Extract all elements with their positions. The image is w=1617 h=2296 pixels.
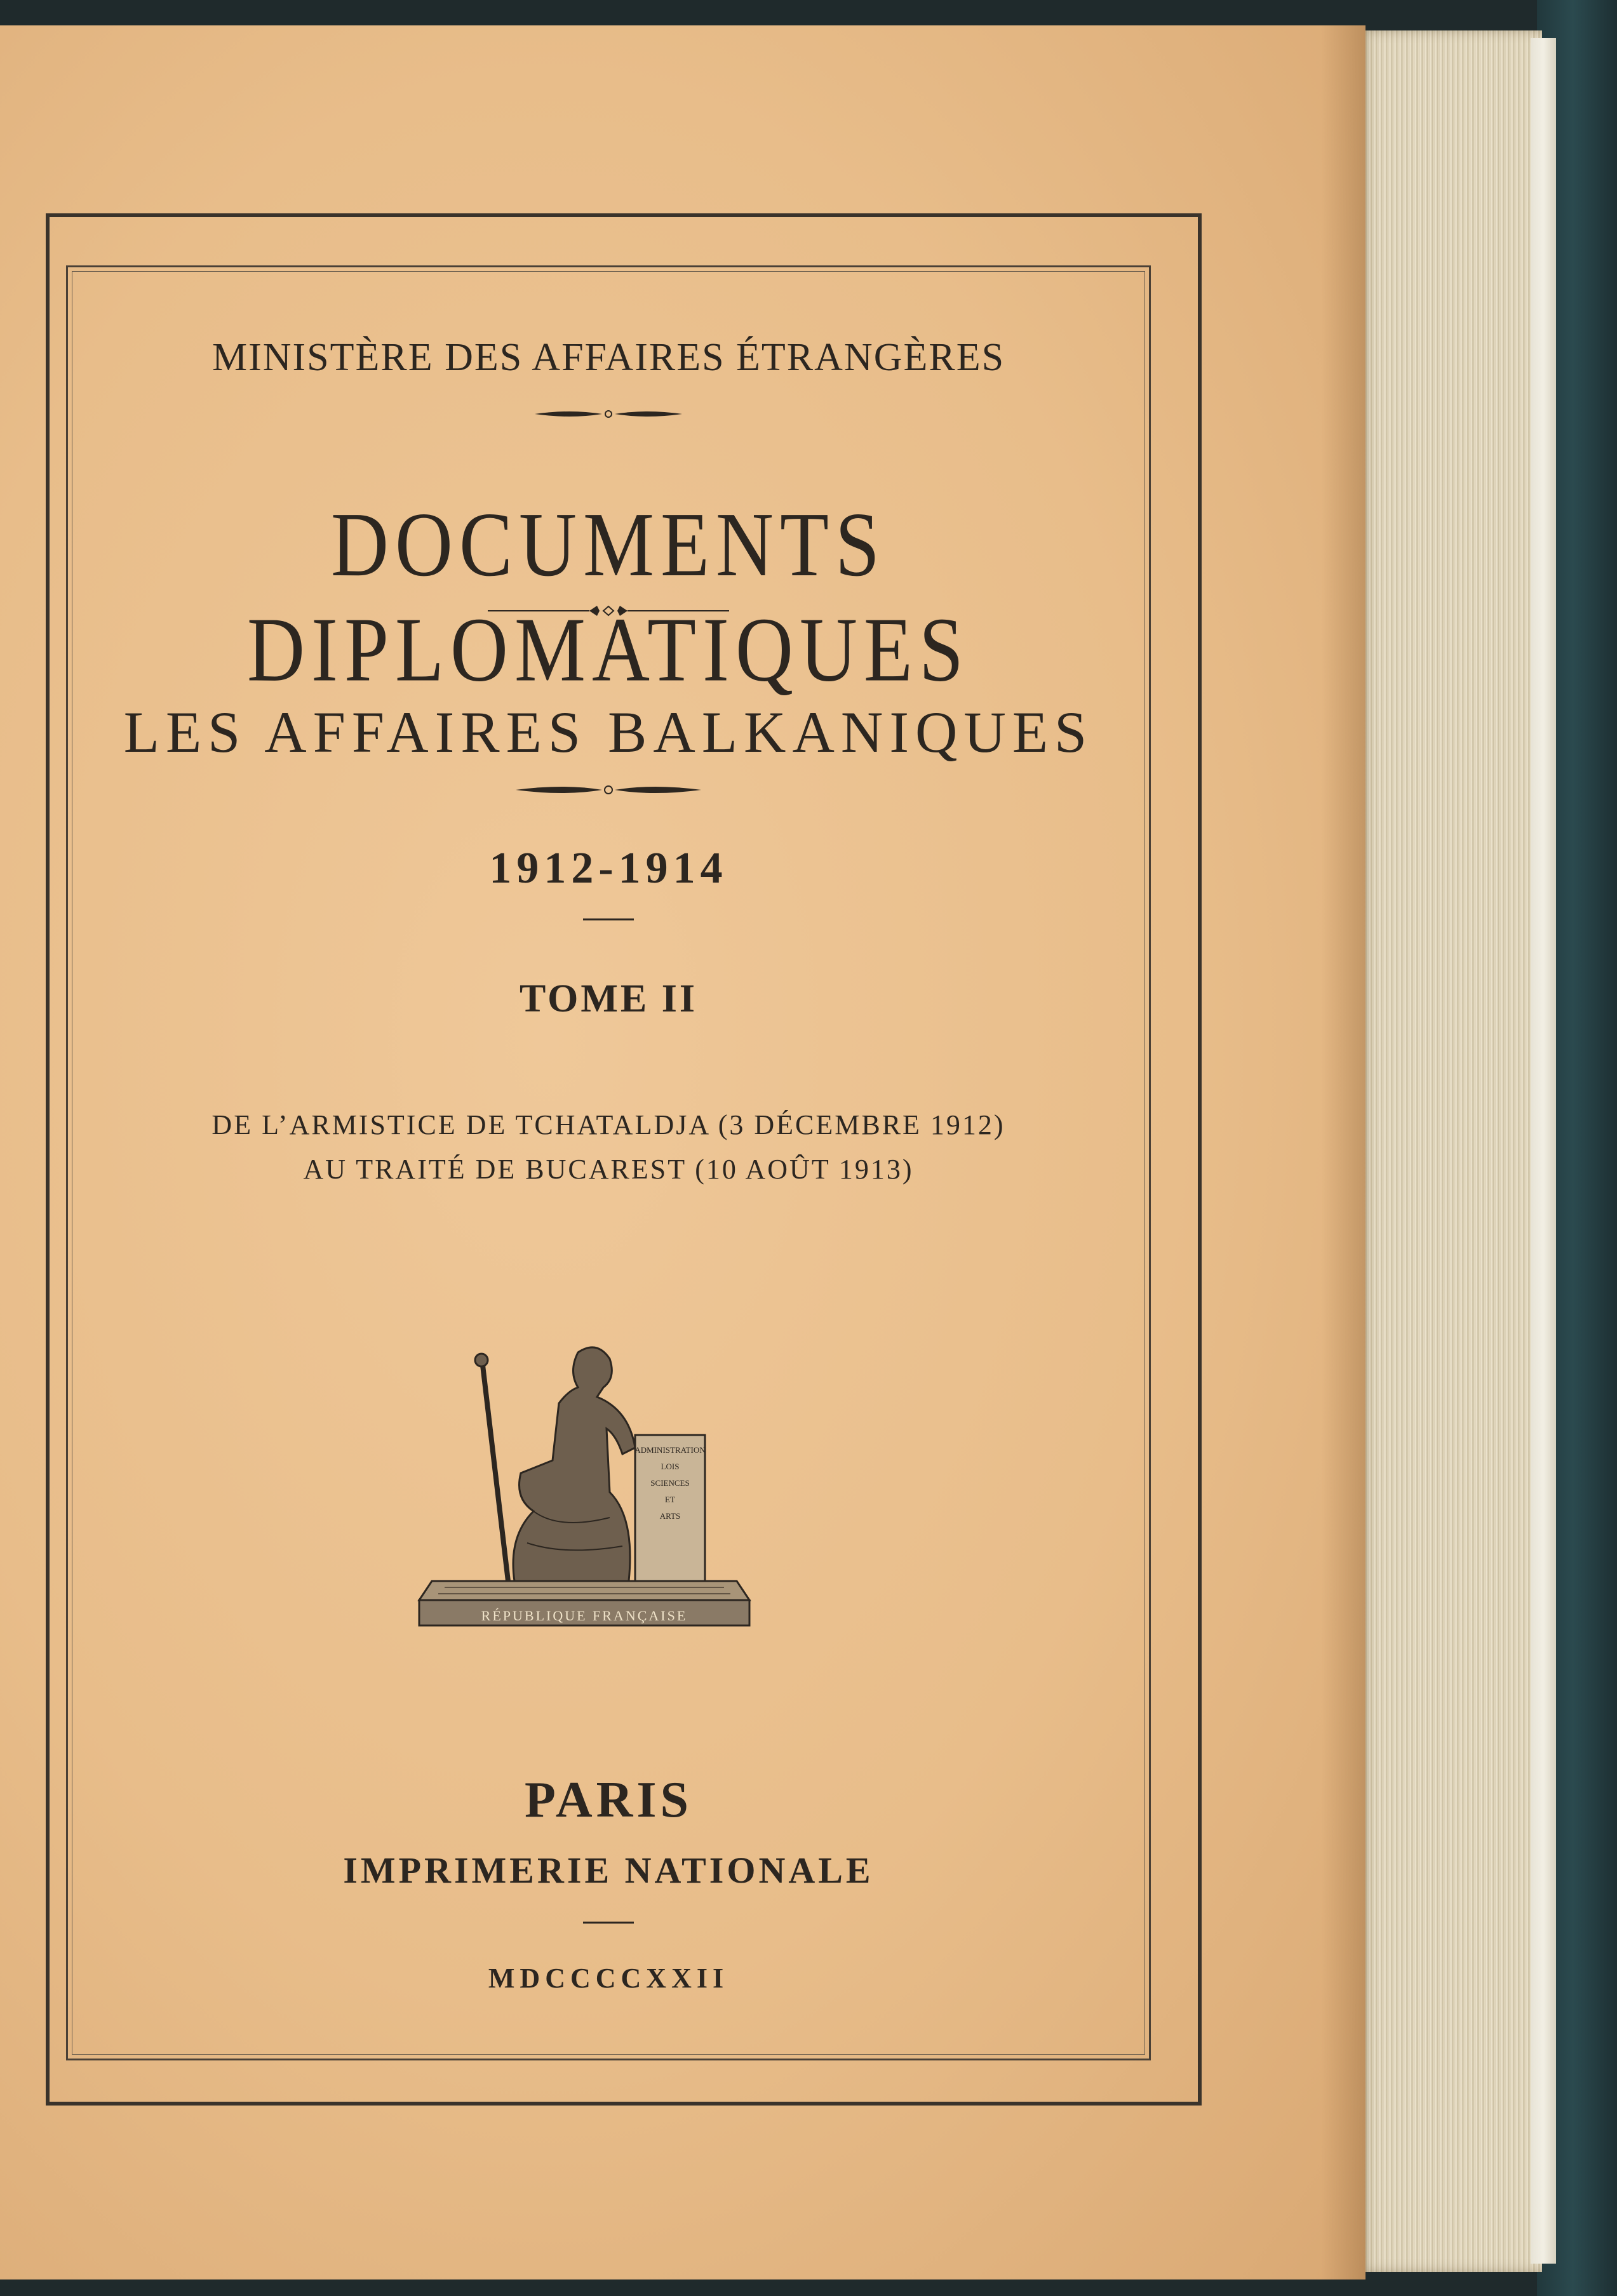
svg-text:ARTS: ARTS	[659, 1511, 681, 1521]
scope-line-1: DE L’ARMISTICE DE TCHATALDJA (3 DÉCEMBRE 1912)	[211, 1109, 1005, 1140]
scope-line-2: AU TRAITÉ DE BUCAREST (10 AOÛT 1913)	[303, 1154, 914, 1185]
page-block-edges	[1358, 30, 1542, 2272]
svg-text:LOIS: LOIS	[661, 1462, 680, 1471]
short-rule-2	[66, 1920, 1151, 1946]
publication-year: MDCCCCXXII	[488, 1963, 729, 1994]
publisher-name: IMPRIMERIE NATIONALE	[343, 1850, 874, 1891]
short-rule-1	[66, 917, 1151, 942]
svg-text:ET: ET	[665, 1495, 675, 1504]
svg-text:SCIENCES: SCIENCES	[650, 1478, 690, 1488]
svg-text:ADMINISTRATION: ADMINISTRATION	[634, 1445, 706, 1455]
svg-text:RÉPUBLIQUE FRANÇAISE: RÉPUBLIQUE FRANÇAISE	[481, 1608, 688, 1624]
subtitle: LES AFFAIRES BALKANIQUES	[123, 700, 1094, 764]
ornament-rule-3	[66, 782, 1151, 808]
main-title: DOCUMENTS DIPLOMATIQUES	[247, 494, 970, 701]
endpaper-edge	[1531, 38, 1556, 2264]
ornament-rule-1	[66, 406, 1151, 432]
marianne-seated-emblem-icon	[406, 1327, 762, 1632]
publication-city: PARIS	[524, 1772, 693, 1828]
years-range: 1912-1914	[489, 844, 728, 893]
volume-label: TOME II	[519, 977, 698, 1020]
ornament-rule-2	[66, 603, 1151, 629]
base-lettering	[481, 1608, 688, 1624]
ministry-heading: MINISTÈRE DES AFFAIRES ÉTRANGÈRES	[211, 336, 1005, 379]
